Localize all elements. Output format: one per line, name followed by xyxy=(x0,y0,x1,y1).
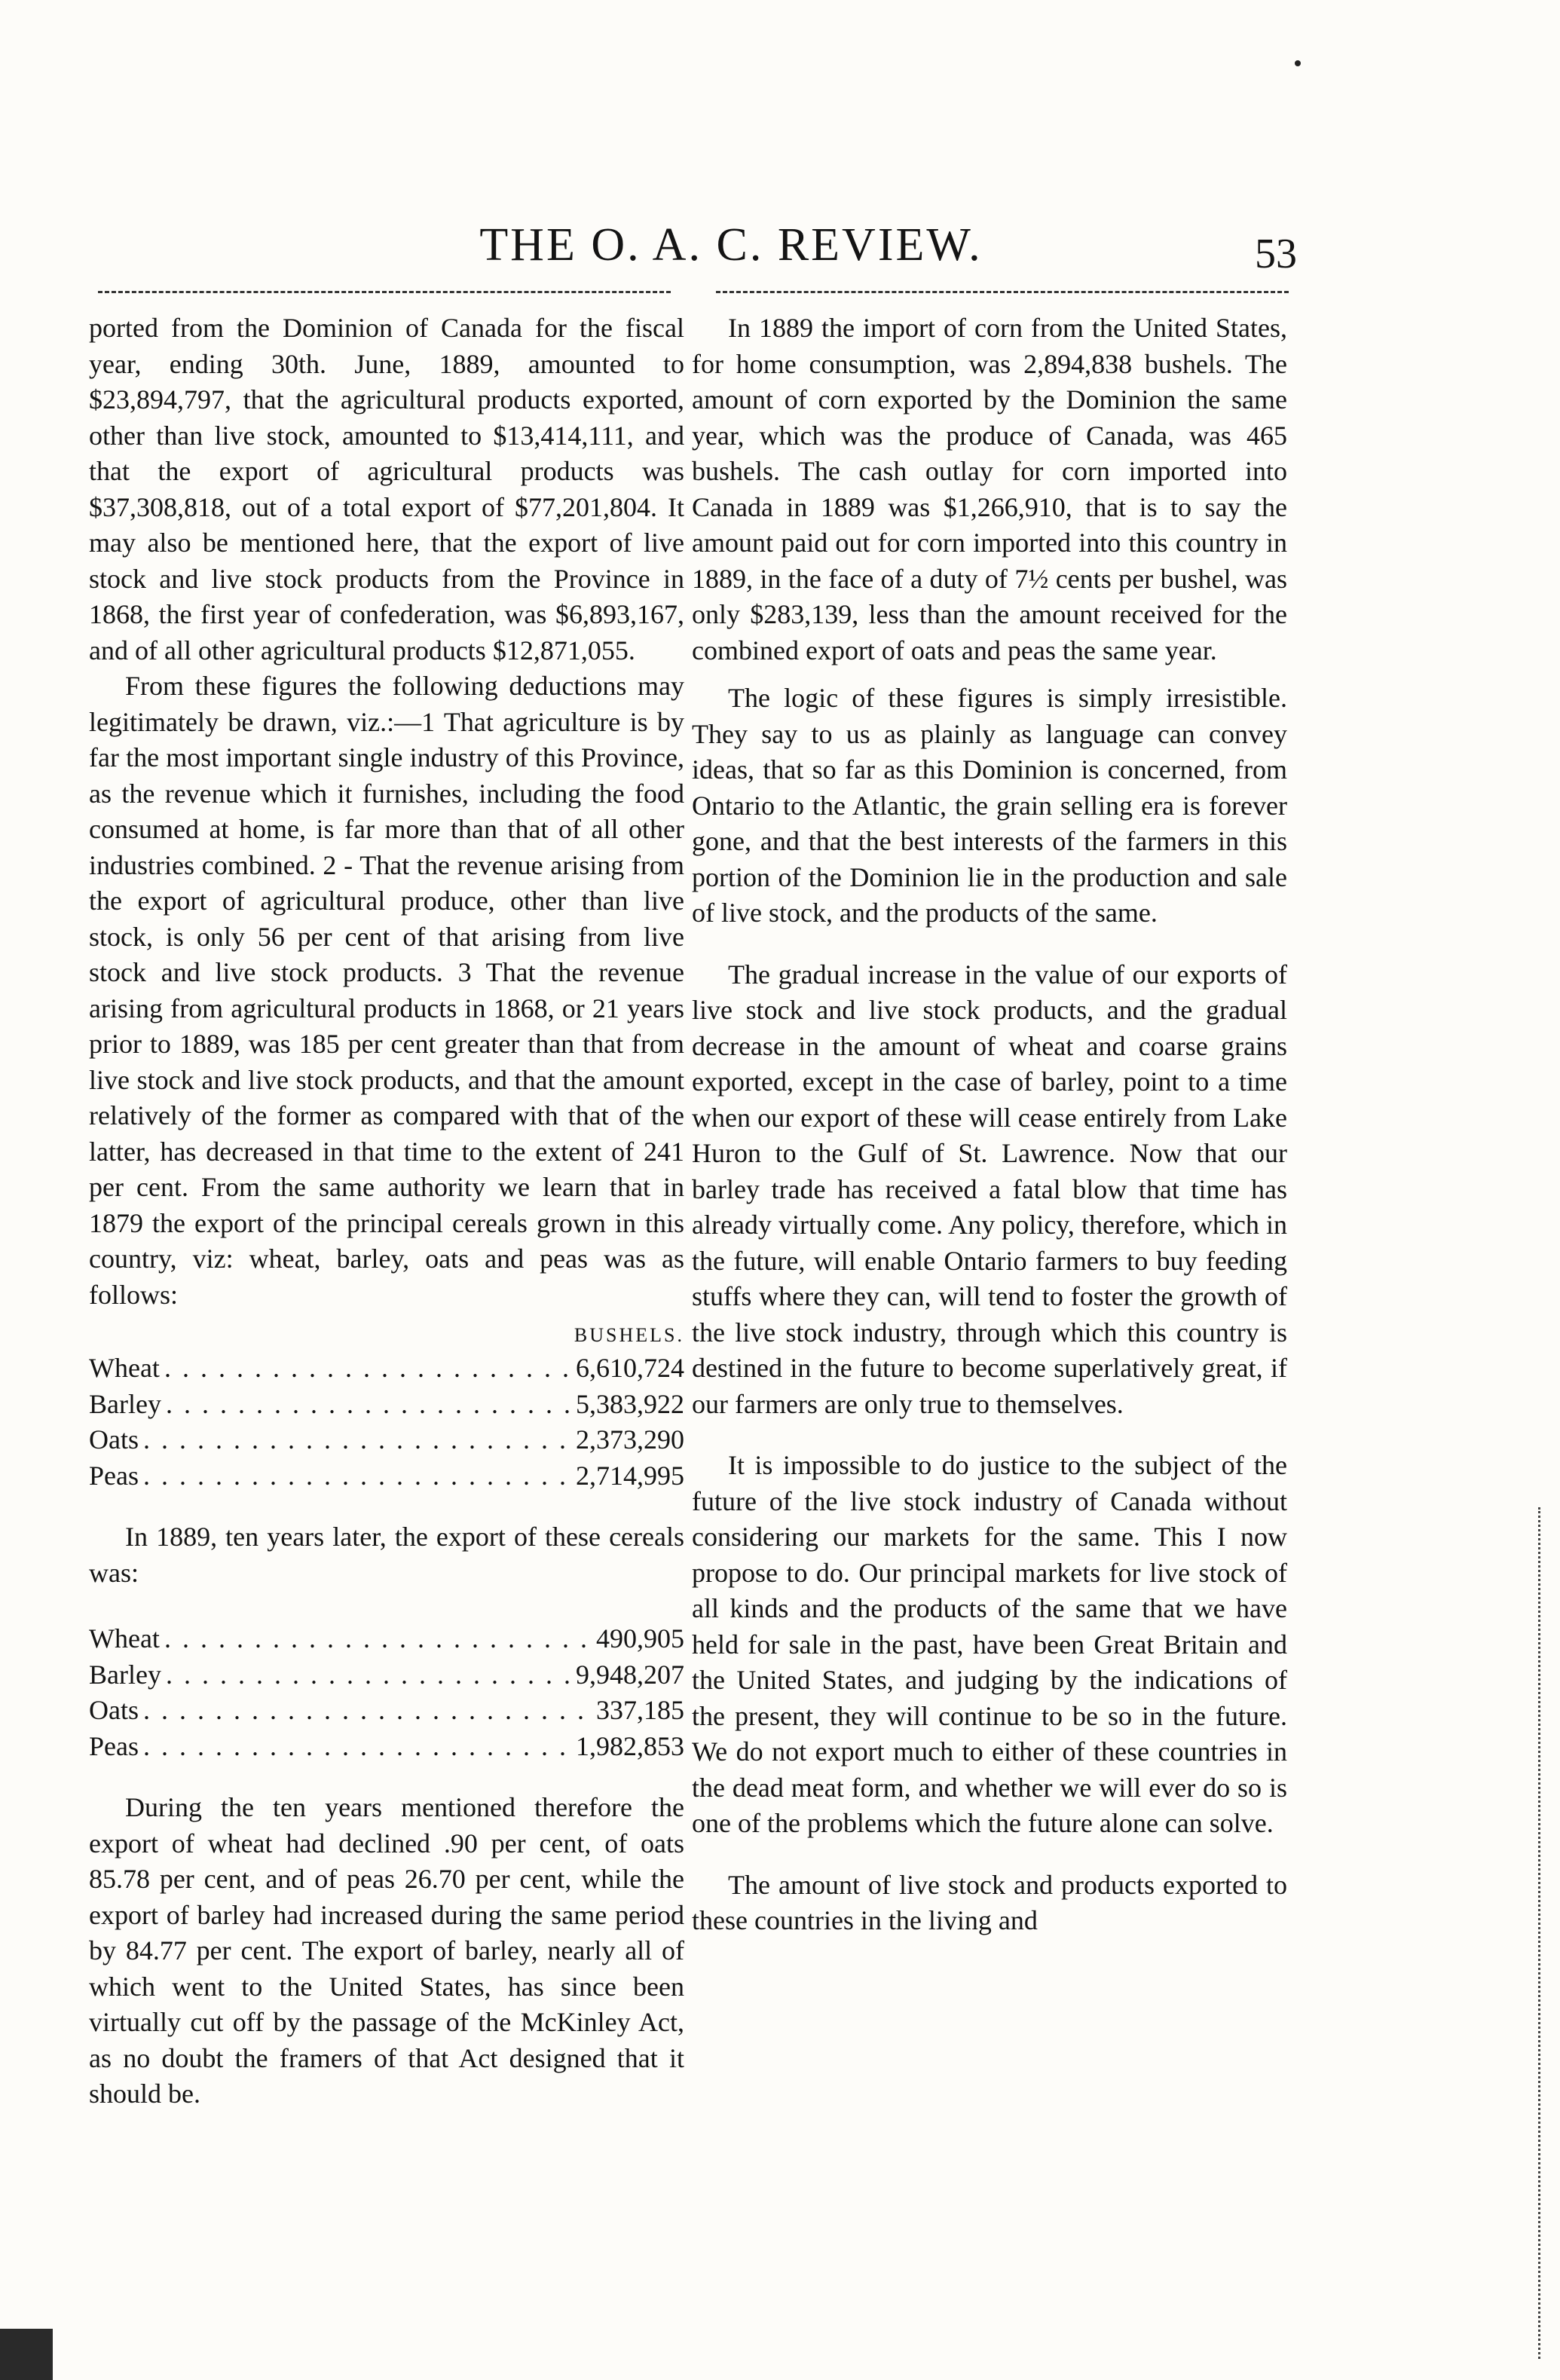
left-column xyxy=(89,311,684,2112)
crop-value: 9,948,207 xyxy=(576,1659,684,1690)
left-paragraph-2: From these figures the following deductions may legitimately be drawn, viz.:—1 That agriculture is by far the most important single industry of this Province, as the revenue which it furnishes, including the food consumed at home, is far more than that of all other industries combined. 2 - That the revenue arising from the export of agricultural produce, other than live stock, is only 56 per cent of that arising from live stock and live stock products. 3 That the revenue arising from agricultural products in 1868, or 21 years prior to 1889, was 185 per cent greater than that from live stock and live stock products, and that the amount relatively of the former as compared with that of the latter, has decreased in that time to the extent of 241 per cent. From the same authority we learn that in 1879 the export of the principal cereals grown in this country, viz: wheat, barley, oats and peas was as follows: xyxy=(89,671,684,1310)
crop-name: Peas xyxy=(89,1730,139,1761)
right-paragraph-3: The gradual increase in the value of our exports of live stock and live stock products, and the gradual decrease in the amount of wheat and coarse grains exported, except in the case of barley, point to a time when our export of these will cease entirely from Lake Huron to the Gulf of St. Lawrence. Now that our barley trade has received a fatal blow that time has already virtually come. Any policy, therefore, which in the future, will enable Ontario farmers to buy feeding stuffs where they can, will tend to foster the growth of the live stock industry, through which this country is destined in the future to become superlatively great, if our farmers are only true to themselves. xyxy=(692,959,1287,1419)
leader-dots xyxy=(166,1657,571,1693)
right-paragraph-2: The logic of these figures is simply irresistible. They say to us as plainly as language can convey ideas, that so far as this Dominion is concerned, from Ontario to the Atlantic, the grain selling era is forever gone, and that the best interests of the farmers in this portion of the Dominion lie in the production and sale of live stock, and the products of the same. xyxy=(692,683,1287,928)
table-row xyxy=(89,1351,684,1387)
crop-value: 2,714,995 xyxy=(576,1460,684,1491)
scan-speck xyxy=(1295,60,1301,66)
table-row xyxy=(89,1422,684,1458)
scan-edge-dots xyxy=(1538,1507,1543,2359)
header-rule-left xyxy=(98,291,671,293)
crop-value: 337,185 xyxy=(596,1695,684,1725)
right-column xyxy=(692,311,1287,1939)
left-paragraph-1: ported from the Dominion of Canada for the fiscal year, ending 30th. June, 1889, amounted to $23,894,797, that the agricultural products exported, other than live stock, amounted to $13,414,111, and that the export of agricultural products was $37,308,818, out of a total export of $77,201,804. It may also be mentioned here, that the export of live stock and live stock products from the Province in 1868, the first year of confederation, was $6,893,167, and of all other agricultural products $12,871,055. xyxy=(89,313,684,665)
left-paragraph-3: In 1889, ten years later, the export of these cereals was: xyxy=(89,1522,684,1588)
page-title: THE O. A. C. REVIEW. xyxy=(479,219,983,271)
bushels-header: BUSHELS. xyxy=(574,1324,684,1346)
crop-name: Wheat xyxy=(89,1623,160,1653)
table-row xyxy=(89,1621,684,1657)
leader-dots xyxy=(143,1422,571,1458)
crop-name: Peas xyxy=(89,1460,139,1491)
crop-name: Barley xyxy=(89,1659,161,1690)
leader-dots xyxy=(143,1458,571,1494)
table-row xyxy=(89,1693,684,1729)
table-row xyxy=(89,1657,684,1693)
export-table-1879 xyxy=(89,1351,684,1494)
page-number: 53 xyxy=(1255,231,1297,277)
crop-value: 490,905 xyxy=(596,1623,684,1653)
table-row xyxy=(89,1729,684,1765)
right-paragraph-1: In 1889 the import of corn from the United States, for home consumption, was 2,894,838 bushels. The amount of corn exported by the Dominion the same year, which was the produce of Canada, was 465 bushels. The cash outlay for corn imported into Canada in 1889 was $1,266,910, that is to say the amount paid out for corn imported into this country in 1889, in the face of a duty of 7½ cents per bushel, was only $283,139, less than the amount received for the combined export of oats and peas the same year. xyxy=(692,313,1287,665)
crop-value: 6,610,724 xyxy=(576,1353,684,1383)
right-paragraph-5: The amount of live stock and products exported to these countries in the living and xyxy=(692,1869,1287,1935)
crop-name: Oats xyxy=(89,1424,139,1455)
leader-dots xyxy=(143,1729,571,1765)
right-paragraph-4: It is impossible to do justice to the subject of the future of the live stock industry of Canada without considering our markets for the same. This I now propose to do. Our principal markets for live stock of all kinds and the products of the same that we have held for sale in the past, have been Great Britain and the United States, and judging by the indications of the present, they will continue to be so in the future. We do not export much to either of these countries in the dead meat form, and whether we will ever do so is one of the problems which the future alone can solve. xyxy=(692,1450,1287,1838)
leader-dots xyxy=(143,1693,592,1729)
leader-dots xyxy=(166,1387,571,1423)
crop-name: Oats xyxy=(89,1695,139,1725)
crop-value: 5,383,922 xyxy=(576,1388,684,1419)
header-rule-right xyxy=(716,291,1289,293)
crop-value: 1,982,853 xyxy=(576,1730,684,1761)
crop-name: Wheat xyxy=(89,1353,160,1383)
crop-name: Barley xyxy=(89,1388,161,1419)
crop-value: 2,373,290 xyxy=(576,1424,684,1455)
page-header xyxy=(0,0,1560,317)
left-paragraph-4: During the ten years mentioned therefore the export of wheat had declined .90 per cent, of oats 85.78 per cent, and of peas 26.70 per cent, while the export of barley had increased during the same period by 84.77 per cent. The export of barley, nearly all of which went to the United States, has since been virtually cut off by the passage of the McKinley Act, as no doubt the framers of that Act designed that it should be. xyxy=(89,1792,684,2109)
export-table-1889 xyxy=(89,1621,684,1764)
table-row xyxy=(89,1387,684,1423)
table-row xyxy=(89,1458,684,1494)
scan-edge-mark xyxy=(0,2329,53,2380)
leader-dots xyxy=(164,1621,592,1657)
leader-dots xyxy=(164,1351,571,1387)
